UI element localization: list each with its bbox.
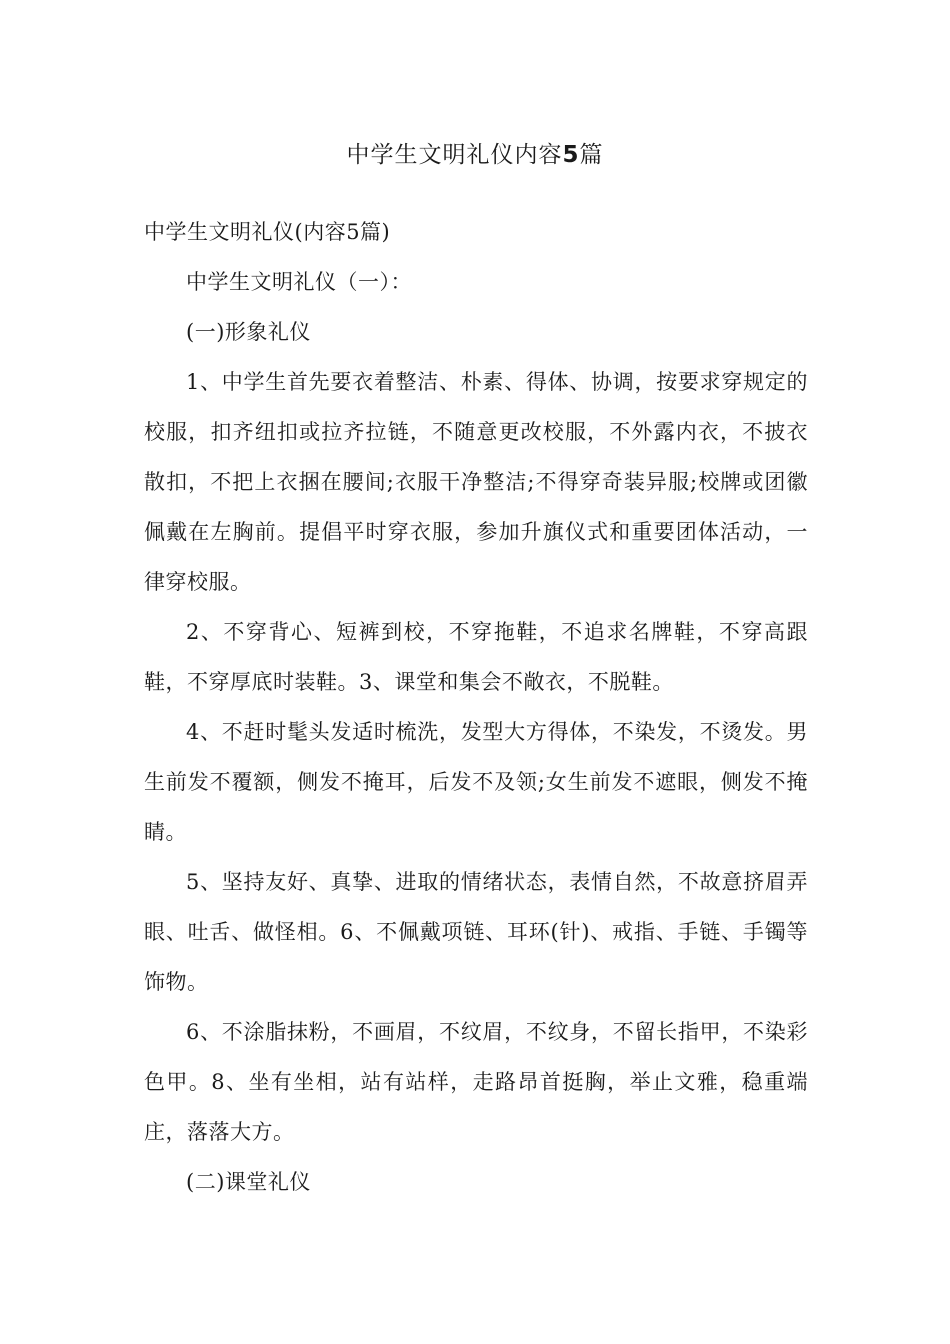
subsection-heading: (一)形象礼仪 (186, 320, 311, 344)
body-paragraph: 4、不赶时髦头发适时梳洗，发型大方得体，不染发，不烫发。男生前发不覆额，侧发不掩耳，后发不及领;女生前发不遮眼，侧发不掩睛。 (144, 720, 808, 844)
subtitle-paragraph: 中学生文明礼仪(内容5篇) (144, 220, 391, 244)
body-paragraph: 1、中学生首先要衣着整洁、朴素、得体、协调，按要求穿规定的校服，扣齐纽扣或拉齐拉链，不随意更改校服，不外露内衣，不披衣散扣，不把上衣捆在腰间;衣服干净整洁;不得穿奇装异服;校牌或团徽佩戴在左胸前。提倡平时穿衣服，参加升旗仪式和重要团体活动，一律穿校服。 (144, 370, 808, 594)
document-body (144, 207, 808, 1207)
title-text: 中学生文明礼仪内容 (346, 142, 563, 168)
document-title (0, 138, 950, 172)
section-heading: 中学生文明礼仪（一）： (186, 270, 412, 294)
title-number: 5 (562, 142, 580, 168)
body-paragraph: 6、不涂脂抹粉，不画眉，不纹眉，不纹身，不留长指甲，不染彩色甲。8、坐有坐相，站有站样，走路昂首挺胸，举止文雅，稳重端庄，落落大方。 (144, 1020, 808, 1144)
title-suffix: 篇 (579, 142, 604, 168)
body-paragraph: 2、不穿背心、短裤到校，不穿拖鞋，不追求名牌鞋，不穿高跟鞋，不穿厚底时装鞋。3、课堂和集会不敞衣，不脱鞋。 (144, 620, 808, 694)
subsection-heading: (二)课堂礼仪 (186, 1170, 311, 1194)
body-paragraph: 5、坚持友好、真挚、进取的情绪状态，表情自然，不故意挤眉弄眼、吐舌、做怪相。6、不佩戴项链、耳环(针)、戒指、手链、手镯等饰物。 (144, 870, 808, 994)
